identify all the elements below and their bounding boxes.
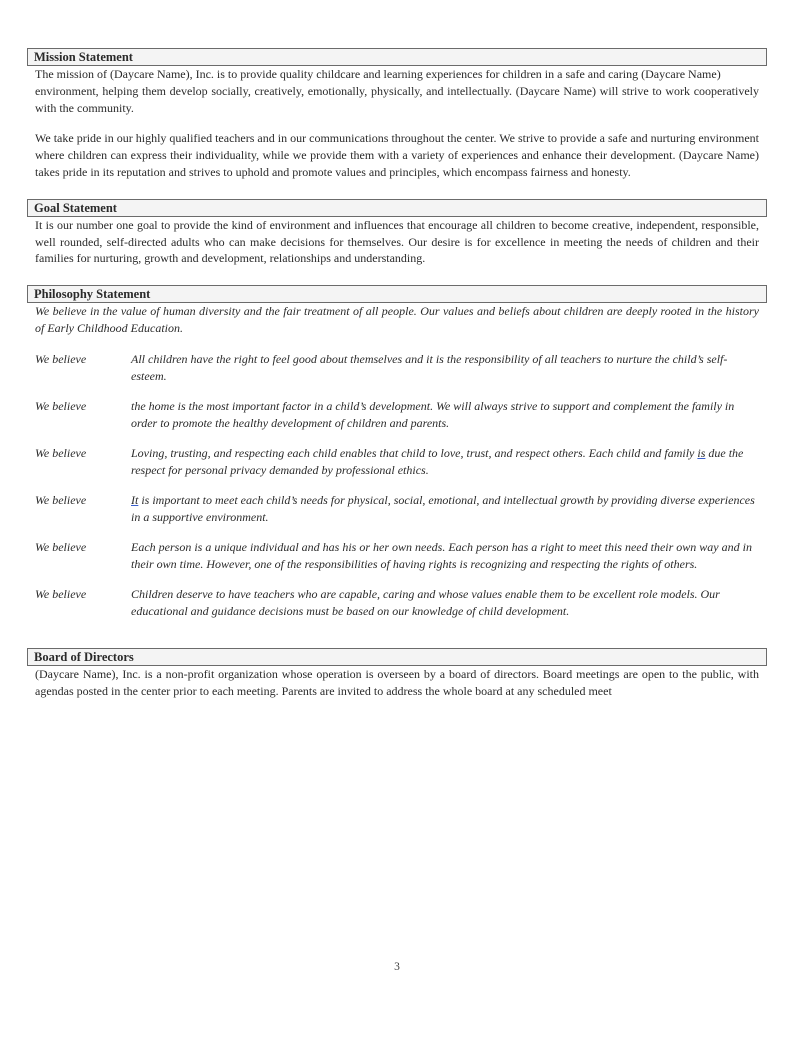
philosophy-intro: We believe in the value of human diversity and the fair treatment of all people. Our values and beliefs about children are deeply rooted in the history of Early Childhood Education. [35, 304, 759, 335]
belief-lead: We believe [35, 492, 87, 507]
philosophy-statement-header: Philosophy Statement [27, 285, 767, 303]
mission-line-2: environment, helping them develop socially, creatively, emotionally, physically, and intellectually. (Daycare Name) will strive to work cooperatively with the community. [35, 83, 759, 115]
board-of-directors-header: Board of Directors [27, 648, 767, 666]
belief-lead: We believe [35, 586, 87, 601]
belief-item [27, 398, 767, 432]
board-paragraph: (Daycare Name), Inc. is a non-profit organization whose operation is overseen by a board of directors. Board meetings are open to the public, with agendas posted in the center prior to each meeting. Parents are invited to address the whole board at any scheduled meet [35, 666, 759, 698]
goal-statement-header: Goal Statement [27, 199, 767, 217]
belief-text [131, 492, 759, 526]
mission-line-1: The mission of (Daycare Name), Inc. is to provide quality childcare and learning experiences for children in a safe and caring (Daycare Name) [35, 67, 721, 81]
belief-item [27, 445, 767, 479]
belief-item [27, 351, 767, 385]
belief-text-part: Loving, trusting, and respecting each child enables that child to love, trust, and respect others. Each child and family [131, 445, 695, 460]
belief-lead: We believe [35, 351, 87, 366]
belief-text: All children have the right to feel good about themselves and it is the responsibility of all teachers to nurture the child’s self-esteem. [131, 351, 728, 383]
belief-text: Children deserve to have teachers who are capable, caring and whose values enable them to be excellent role models. Our educational and guidance decisions must be based on our knowledge of child development. [131, 586, 720, 618]
document-page [27, 48, 767, 699]
belief-lead: We believe [35, 398, 87, 413]
belief-text: the home is the most important factor in a child’s development. We will always strive to support and complement the family in order to promote the healthy development of children and parents. [131, 398, 735, 430]
belief-lead: We believe [35, 539, 87, 554]
belief-text-part: is important to meet each child’s needs for physical, social, emotional, and intellectual growth by providing diverse experiences in a supportive environment. [131, 492, 755, 524]
belief-text [131, 445, 759, 479]
mission-statement-header: Mission Statement [27, 48, 767, 66]
page-number: 3 [394, 961, 400, 973]
mission-paragraph-2: We take pride in our highly qualified teachers and in our communications throughout the center. We strive to provide a safe and nurturing environment where children can express their individuality, while we provide them with a variety of experiences and enhance their development. (Daycare Name) takes pride in its reputation and strives to uphold and promote values and principles, which encompass fairness and honesty. [35, 131, 759, 179]
belief-item [27, 492, 767, 526]
spelling-flag-it: It [131, 492, 139, 507]
belief-lead: We believe [35, 445, 87, 460]
mission-paragraph-1 [27, 66, 767, 116]
belief-item [27, 539, 767, 573]
goal-paragraph: It is our number one goal to provide the kind of environment and influences that encourage all children to become creative, independent, responsible, well rounded, self-directed adults who can make decisions for themselves. Our desire is for excellence in meeting the needs of children and their families for nurturing, growth and development, relationships and understanding. [35, 217, 759, 266]
belief-text-part: due the respect for personal privacy demanded by professional ethics. [131, 445, 744, 477]
belief-item [27, 586, 767, 620]
belief-text: Each person is a unique individual and has his or her own needs. Each person has a right to meet this need their own way and in their own time. However, one of the responsibilities of having rights is recognizing and respecting the rights of others. [131, 539, 752, 571]
spelling-flag-is: is [697, 445, 706, 460]
